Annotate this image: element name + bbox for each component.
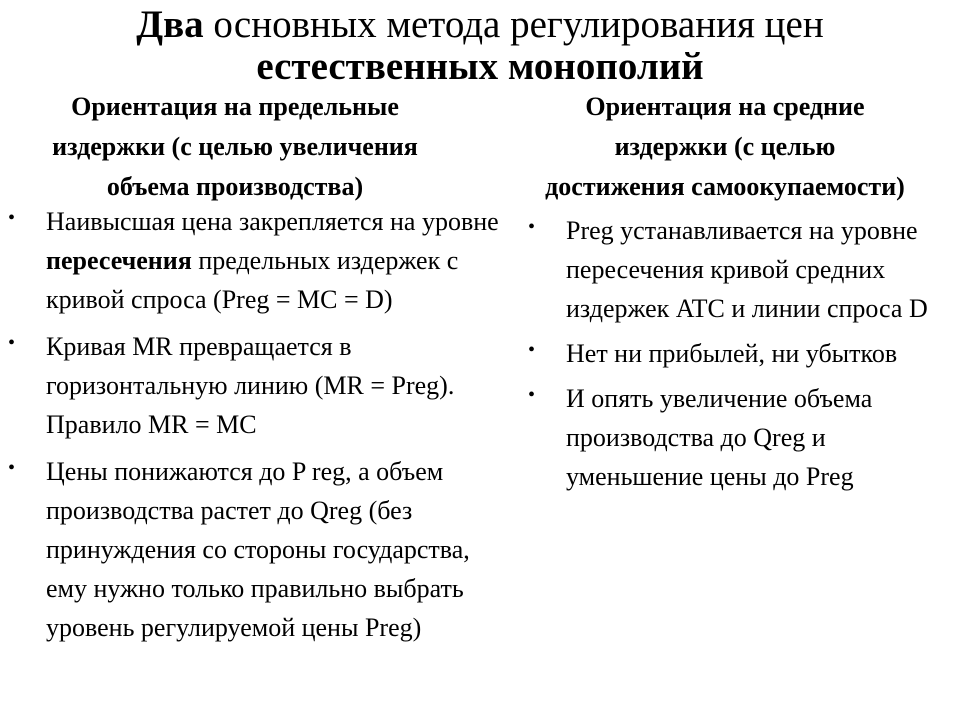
list-item — [520, 379, 950, 496]
bullet-text: И опять увеличение объема производства до Qreg и уменьшение цены до Preg — [566, 384, 873, 491]
bullet-text — [46, 207, 499, 314]
list-item — [0, 452, 510, 647]
right-heading-line-1: Ориентация на средние — [585, 92, 865, 121]
bullet-text-part: Наивысшая цена закрепляется на уровне — [46, 207, 499, 236]
bullet-text-part: предельных издержек с кривой спроса (Preg = MC = D) — [46, 246, 459, 314]
right-heading-line-3: достижения самоокупаемости) — [545, 172, 905, 201]
bullet-icon: • — [8, 332, 16, 354]
bullet-icon: • — [8, 457, 16, 479]
bullet-icon: • — [528, 216, 536, 238]
left-bullet-list — [0, 202, 510, 655]
list-item — [0, 327, 510, 444]
bullet-text-bold: пересечения — [46, 246, 192, 275]
right-bullet-list — [520, 211, 950, 502]
list-item — [520, 334, 950, 373]
right-heading-line-2: издержки (с целью — [614, 132, 836, 161]
left-heading-line-2: издержки (с целью увеличения — [52, 132, 418, 161]
right-column-heading — [490, 87, 960, 207]
left-heading-line-1: Ориентация на предельные — [71, 92, 399, 121]
title-line-2: естественных монополий — [256, 45, 704, 88]
bullet-text: Нет ни прибылей, ни убытков — [566, 339, 898, 368]
left-heading-line-3: объема производства) — [106, 172, 364, 201]
bullet-text: Кривая MR превращается в горизонтальную линию (MR = Preg). Правило MR = MC — [46, 332, 455, 439]
slide-title — [0, 4, 960, 88]
bullet-icon: • — [528, 384, 536, 406]
list-item — [0, 202, 510, 319]
bullet-text: Цены понижаются до P reg, а объем производства растет до Qreg (без принуждения со стороны государства, ему нужно только правильно выбрать уровень регулируемой цены Preg) — [46, 457, 470, 642]
list-item — [520, 211, 950, 328]
bullet-icon: • — [528, 339, 536, 361]
title-rest: основных метода регулирования цен — [203, 3, 824, 46]
title-line-1 — [0, 4, 960, 46]
left-column-heading — [0, 87, 470, 207]
bullet-icon: • — [8, 207, 16, 229]
bullet-text: Preg устанавливается на уровне пересечения кривой средних издержек ATC и линии спроса D — [566, 216, 928, 323]
title-bold-word: Два — [136, 3, 204, 46]
